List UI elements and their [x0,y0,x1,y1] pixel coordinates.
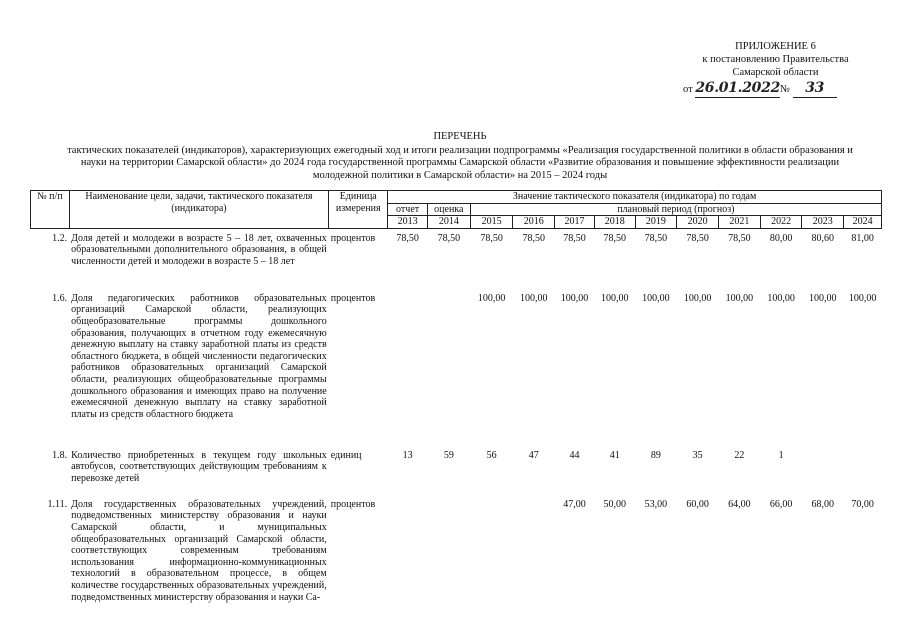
header-name: Наименование цели, задачи, тактического показателя (индикатора) [69,191,329,229]
header-year: 2018 [594,216,635,229]
value-cell: 78,50 [728,232,751,244]
value-cell: 78,50 [686,232,709,244]
table-body [31,228,882,619]
row-number: 1.8. [52,449,68,461]
header-planned: плановый период (прогноз) [470,203,881,216]
handwritten-date: 26.01.2022 [695,80,781,96]
value-cell: 70,00 [851,498,874,510]
value-cell: 64,00 [728,498,751,510]
value-cell: 80,00 [769,232,793,244]
value-cell: 100,00 [809,292,837,304]
value-cell: 78,50 [644,232,668,244]
header-estimate: оценка [427,203,470,216]
annex-block [663,40,888,98]
header-report: отчет [388,203,428,216]
value-cell: 100,00 [600,292,629,304]
title-heading: ПЕРЕЧЕНЬ [433,131,487,142]
value-cell: 47 [528,449,539,461]
value-cell: 78,50 [480,232,503,244]
unit-cell: процентов [330,498,376,510]
value-cell: 81,00 [851,232,874,244]
row-number: 1.2. [52,232,68,244]
row-number: 1.11. [47,498,68,510]
value-cell: 56 [486,449,497,461]
value-cell [470,499,513,619]
table-row [31,499,882,619]
header-year: 2013 [388,216,428,229]
value-cell: 35 [692,449,703,461]
table-row [31,450,882,499]
value-cell: 41 [609,449,620,461]
value-cell: 53,00 [644,498,668,510]
date-prefix: от [683,84,693,95]
indicators-table [30,190,882,619]
value-cell: 78,50 [603,232,626,244]
header-year: 2017 [555,216,595,229]
value-cell: 100,00 [683,292,712,304]
document-title [60,131,860,182]
value-cell: 100,00 [767,292,795,304]
value-cell: 47,00 [563,498,586,510]
header-year: 2015 [470,216,513,229]
value-cell: 100,00 [560,292,589,304]
header-year: 2014 [427,216,470,229]
table-header [31,191,882,229]
value-cell: 100,00 [642,292,670,304]
value-cell: 78,50 [437,232,461,244]
value-cell: 100,00 [848,292,877,304]
value-cell: 80,60 [811,232,835,244]
annex-date-line [663,81,888,98]
value-cell: 78,50 [522,232,546,244]
annex-title: ПРИЛОЖЕНИЕ 6 [735,41,816,52]
unit-cell: процентов [330,232,376,244]
header-year: 2020 [677,216,719,229]
header-num: № п/п [31,191,70,229]
annex-region: Самарской области [732,67,819,78]
value-cell [427,499,470,619]
title-text: тактических показателей (индикаторов), характеризующих ежегодный ход и итоги реализации подпрограммы «Реализация государственной политики в области образования и науки на территории Самарской области» до 2024 года государственной программы Самарской области «Развитие образования и повышение эффективности реализации молодежной политики в Самарской области» на 2015 – 2024 годы [67,144,853,181]
header-year: 2021 [718,216,760,229]
value-cell: 22 [734,449,745,461]
value-cell: 78,50 [396,232,419,244]
value-cell [388,499,428,619]
value-cell [388,293,428,450]
header-year: 2024 [844,216,882,229]
value-cell [513,499,555,619]
value-cell: 100,00 [725,292,754,304]
number-prefix: № [780,84,791,95]
value-cell: 60,00 [686,498,709,510]
value-cell: 50,00 [603,498,626,510]
table-row [31,228,882,293]
value-cell: 44 [569,449,580,461]
value-cell: 68,00 [811,498,835,510]
header-year: 2023 [802,216,844,229]
value-cell: 78,50 [563,232,586,244]
header-values-group: Значение тактического показателя (индикатора) по годам [388,191,882,204]
header-year: 2019 [635,216,677,229]
value-cell: 100,00 [477,292,506,304]
unit-cell: процентов [330,292,376,304]
row-number: 1.6. [52,292,68,304]
annex-subtitle: к постановлению Правительства [702,54,849,65]
value-cell: 13 [402,449,413,461]
value-cell: 59 [443,449,454,461]
value-cell: 66,00 [769,498,793,510]
indicator-name: Доля государственных образовательных учреждений, подведомственных министерству образования и науки Самарской области, и муниципальных общеобразовательных организаций Самарской области, соответствующих современным требованиям использования информационно-коммуникационных технологий в образовательном процессе, в общем количестве государственных образовательных учреждений, подведомственных министерству образования и науки Са- [71,498,327,603]
handwritten-number: 33 [805,80,825,96]
header-unit: Единица измерения [329,191,388,229]
indicator-name: Количество приобретенных в текущем году школьных автобусов, соответствующих действующим требованиям к перевозке детей [71,449,327,484]
value-cell: 89 [650,449,661,461]
indicator-name: Доля детей и молодежи в возрасте 5 – 18 лет, охваченных образовательными дополнительного образования, в общей численности детей и молодежи в возрасте 5 – 18 лет [71,232,327,267]
header-year: 2016 [513,216,555,229]
value-cell: 1 [778,449,784,461]
unit-cell: единиц [330,449,362,461]
value-cell: 100,00 [520,292,548,304]
header-year: 2022 [760,216,802,229]
value-cell [427,293,470,450]
table-row [31,293,882,450]
value-cell [802,450,844,499]
value-cell [844,450,882,499]
indicator-name: Доля педагогических работников образовательных организаций Самарской области, реализующих общеобразовательные программы дошкольного образования, получающих в отчетном году ежемесячную денежную выплату на ставку заработной платы из средств областного бюджета, в общей численности педагогических работников образовательных организаций Самарской области, реализующих общеобразовательные программы дошкольного образования и имеющих право на получение ежемесячной денежную выплату на ставку заработной платы из средств областного бюджета [71,292,327,420]
